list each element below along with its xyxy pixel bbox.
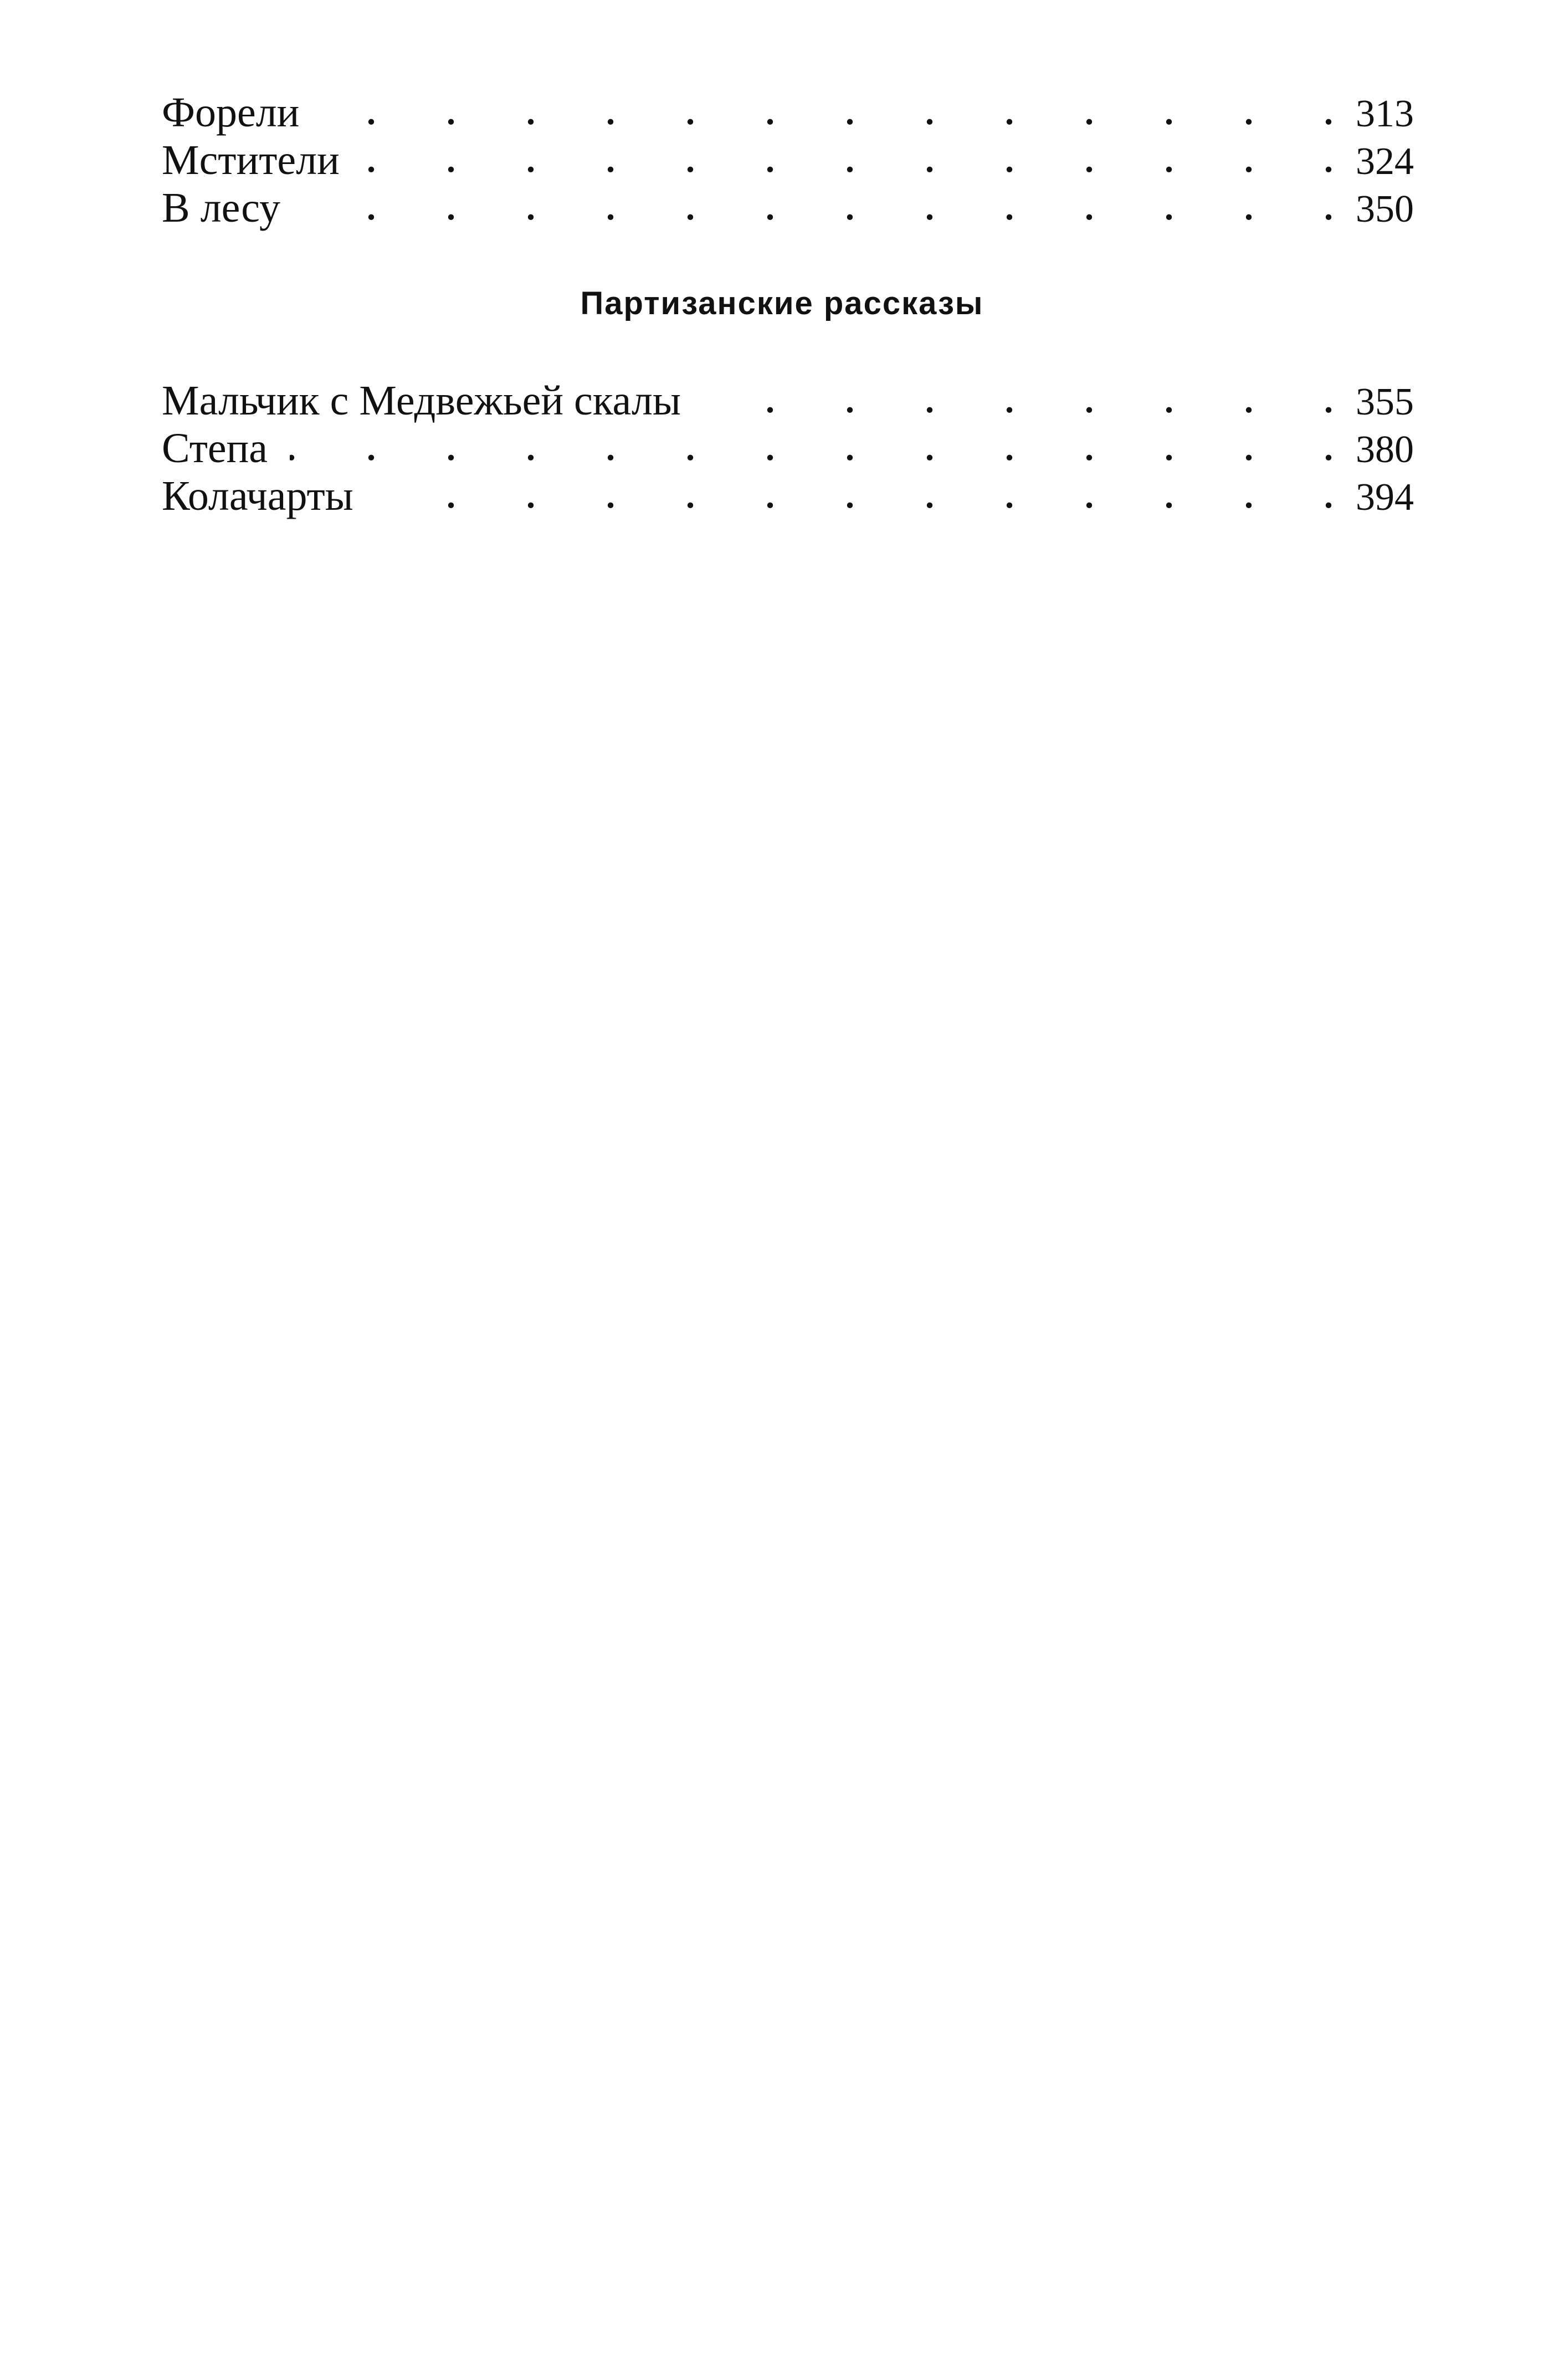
toc-entry-page: 380 bbox=[1356, 428, 1414, 471]
toc-list-top bbox=[162, 89, 1414, 232]
section-heading: Партизанские рассказы bbox=[580, 285, 984, 321]
toc-dot-leader bbox=[321, 89, 1333, 136]
toc-entry-title: Колачарты bbox=[162, 473, 353, 519]
toc-entry-title: Степа bbox=[162, 425, 268, 472]
toc-entry bbox=[162, 472, 1414, 520]
toc-entry-page: 313 bbox=[1356, 93, 1414, 135]
toc-entry bbox=[162, 424, 1414, 472]
toc-entry bbox=[162, 184, 1414, 232]
toc-dot-leader bbox=[362, 136, 1333, 184]
toc-entry-title: Мальчик с Медвежьей скалы bbox=[162, 377, 681, 424]
toc-dot-leader bbox=[290, 424, 1333, 472]
toc-entry bbox=[162, 89, 1414, 136]
toc-entry-page: 350 bbox=[1356, 188, 1414, 231]
toc-entry-page: 394 bbox=[1356, 476, 1414, 519]
toc-entry-title: Форели bbox=[162, 89, 300, 136]
toc-entry-page: 324 bbox=[1356, 140, 1414, 183]
toc-entry-page: 355 bbox=[1356, 381, 1414, 423]
toc-entry bbox=[162, 136, 1414, 184]
toc-entry bbox=[162, 377, 1414, 424]
toc-dot-leader bbox=[376, 472, 1333, 520]
toc-entry-title: Мстители bbox=[162, 137, 340, 183]
toc-dot-leader bbox=[703, 377, 1333, 424]
toc-dot-leader bbox=[302, 184, 1333, 232]
toc-list-bottom bbox=[162, 377, 1414, 520]
toc-entry-title: В лесу bbox=[162, 185, 280, 231]
